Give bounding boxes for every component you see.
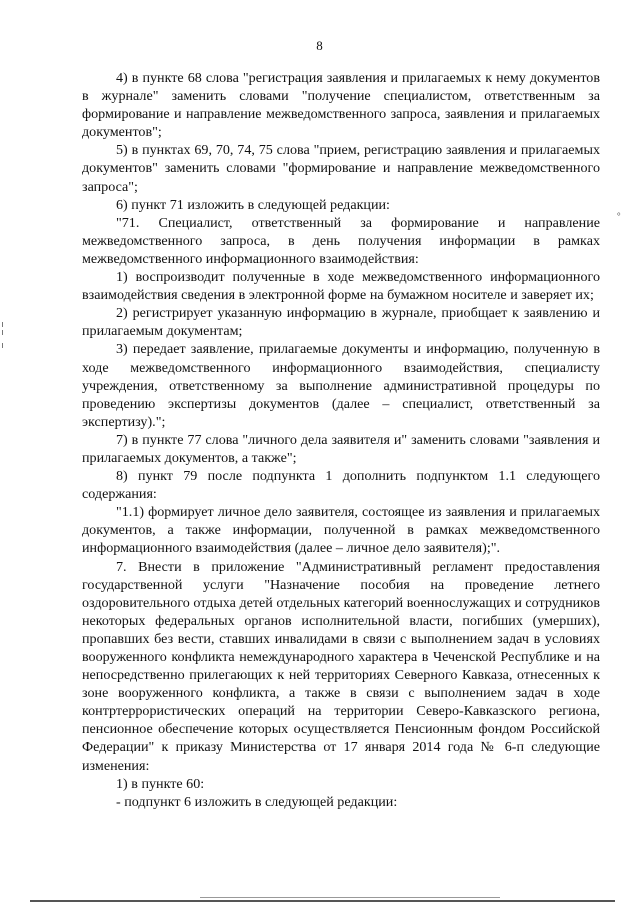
paragraph-section-7: 7. Внести в приложение "Административный регламент предоставления государственной услуги "Назначение пособия на проведение летнего оздоровительного отдыха детей отдельных категорий военнослужащих и сотрудников некоторых федеральных органов исполнительной власти, погибших (умерших), пропавших без вести, ставших инвалидами в связи с выполнением задач в условиях вооруженного конфликта немеждународного характера в Чеченской Республике и на непосредственно прилегающих к ней территориях Северного Кавказа, отнесенных к зоне вооруженного конфликта, а также в связи с выполнением задач в ходе контртеррористических операций на территории Северо-Кавказского региона, пенсионное обеспечение которых осуществляется Пенсионным фондом Российской Федерации" к приказу Министерства от 17 января 2014 года № 6-п следующие изменения:	[82, 558, 600, 774]
paragraph-clause-71: "71. Специалист, ответственный за формирование и направление межведомственного запроса, в день получения информации в рамках межведомственного информационного взаимодействия:	[82, 214, 600, 267]
margin-mark: °	[617, 211, 621, 221]
paragraph-subitem-1-1: "1.1) формирует личное дело заявителя, состоящее из заявления и прилагаемых документов, а также информации, полученной в рамках межведомственного информационного взаимодействия (далее – личное дело заявителя);".	[82, 504, 600, 557]
document-body	[82, 69, 600, 811]
page-number: 8	[316, 38, 323, 53]
scan-edge-line	[200, 897, 500, 898]
scan-edge-line	[30, 900, 615, 902]
paragraph-item-8: 8) пункт 79 после подпункта 1 дополнить подпунктом 1.1 следующего содержания:	[82, 468, 600, 503]
paragraph-subitem-1: 1) воспроизводит полученные в ходе межведомственного информационного взаимодействия сведения в электронной форме на бумажном носителе и заверяет их;	[82, 269, 600, 304]
paragraph-item-4: 4) в пункте 68 слова "регистрация заявления и прилагаемых к нему документов в журнале" заменить словами "получение специалистом, ответственным за формирование и направление межведомственного запроса, заявления и прилагаемых документов";	[82, 70, 600, 141]
scan-mark	[2, 343, 3, 348]
paragraph-item-5: 5) в пунктах 69, 70, 74, 75 слова "прием, регистрацию заявления и прилагаемых документов" заменить словами "формирование и направление межведомственного запроса";	[82, 142, 600, 195]
paragraph-subitem-2: 2) регистрирует указанную информацию в журнале, приобщает к заявлению и прилагаемым документам;	[82, 305, 600, 340]
paragraph-item-1-point-60: 1) в пункте 60:	[116, 775, 205, 792]
paragraph-subitem-3: 3) передает заявление, прилагаемые документы и информацию, полученную в ходе межведомственного информационного взаимодействия, специалисту учреждения, ответственному за выполнение административной процедуры по проведению экспертизы документов (далее – специалист, ответственный за экспертизу).";	[82, 341, 600, 430]
paragraph-subitem-6: - подпункт 6 изложить в следующей редакции:	[116, 793, 398, 810]
scan-mark	[2, 322, 3, 327]
paragraph-item-6: 6) пункт 71 изложить в следующей редакции:	[116, 196, 390, 213]
paragraph-item-7: 7) в пункте 77 слова "личного дела заявителя и" заменить словами "заявления и прилагаемых документов, а также";	[82, 431, 600, 466]
scan-mark	[2, 330, 3, 335]
